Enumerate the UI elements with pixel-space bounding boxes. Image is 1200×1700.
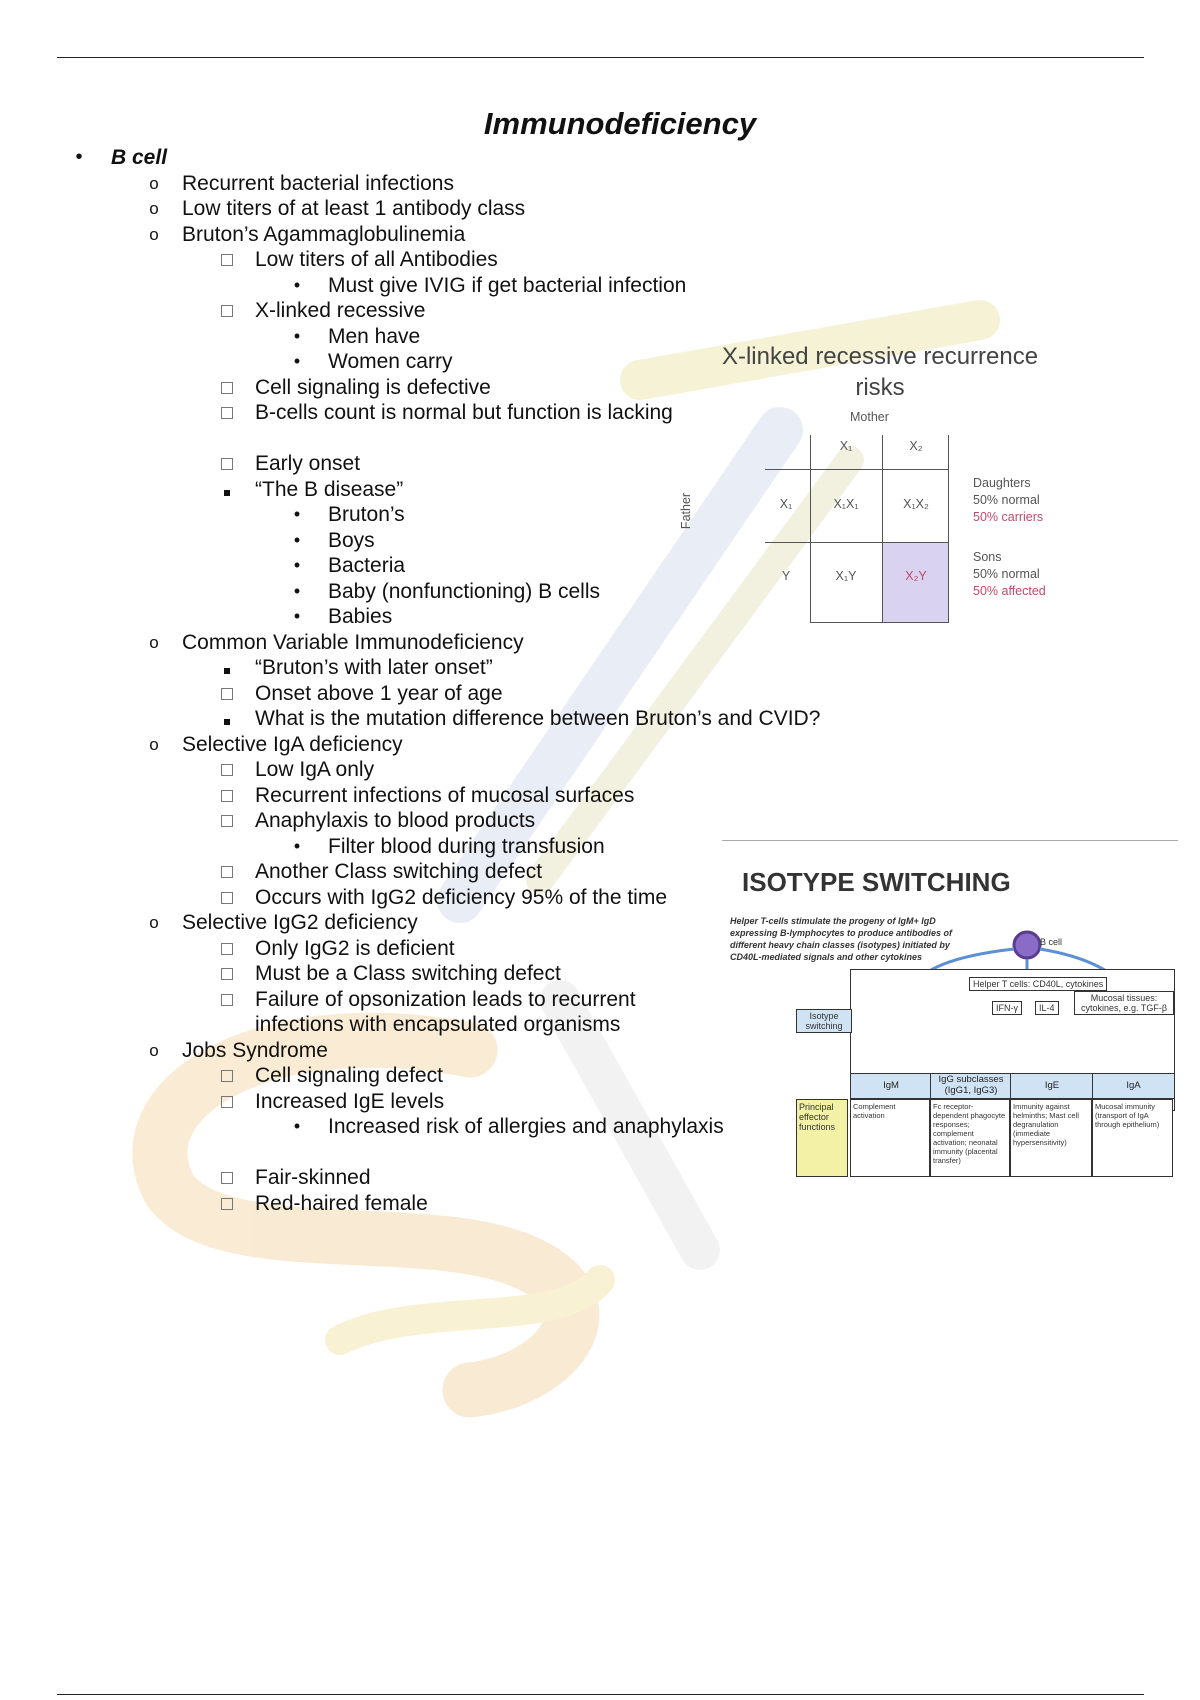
outline-item-text: Filter blood during transfusion (328, 834, 605, 858)
punnett-square-figure (679, 335, 1070, 625)
daughters-normal: 50% normal (973, 493, 1040, 507)
outline-item-text: Selective IgG2 deficiency (182, 911, 418, 934)
outline-item-text: Another Class switching defect (255, 860, 543, 883)
dot-bullet-icon: • (293, 835, 301, 856)
circle-bullet-icon: o (149, 199, 159, 218)
outline-item (0, 706, 860, 732)
outline-item-text: Early onset (255, 452, 361, 475)
page-title: Immunodeficiency (483, 106, 757, 141)
col-header-x2: X₂ (909, 439, 923, 453)
square-bullet-icon (218, 706, 236, 732)
outline-item (0, 171, 860, 197)
outline-item-text: Bruton’s Agammaglobulinemia (182, 222, 466, 246)
effector-igm: Complement activation (850, 1099, 930, 1177)
checkbox-bullet-icon (218, 451, 236, 477)
dot-bullet-icon: • (293, 529, 301, 550)
mother-label: Mother (850, 410, 889, 424)
effector-ige: Immunity against helminths; Mast cell degranulation (immediate hypersensitivity) (1010, 1099, 1092, 1177)
cell-x2y: X₂Y (905, 569, 927, 583)
checkbox-bullet-icon (218, 859, 236, 885)
outline-item (0, 732, 860, 758)
punnett-title: X-linked recessive recurrence risks (721, 343, 1039, 401)
checkbox-bullet-icon (218, 375, 236, 401)
outline-item (0, 630, 860, 656)
isotype-description: Helper T-cells stimulate the progeny of IgM+ IgD expressing B-lymphocytes to produce antibodies of different heavy chain classes (isotypes) initiated by CD40L-mediated signals and other cytokines (730, 916, 953, 962)
outline-item-text: Men have (328, 324, 421, 348)
helper-t-cells-label: Helper T cells: CD40L, cytokines (969, 977, 1107, 991)
outline-item-text: Baby (nonfunctioning) B cells (328, 579, 600, 603)
outline-item-text: Jobs Syndrome (182, 1038, 328, 1062)
outline-item (0, 783, 860, 809)
outline-item (0, 247, 860, 273)
outline-item-text: Must give IVIG if get bacterial infection (328, 273, 687, 297)
col-header-x1: X₁ (839, 439, 853, 453)
outline-item-text: Recurrent bacterial infections (182, 171, 454, 195)
effector-iga: Mucosal immunity (transport of IgA through epithelium) (1092, 1099, 1173, 1177)
class-igm: IgM (850, 1073, 932, 1099)
outline-item (0, 681, 860, 707)
outline-item-text: Increased IgE levels (255, 1089, 445, 1113)
circle-bullet-icon: o (149, 913, 159, 932)
checkbox-bullet-icon (218, 1191, 236, 1217)
ifn-gamma-label: IFN-γ (992, 1001, 1022, 1015)
class-ige: IgE (1010, 1073, 1094, 1099)
outline-item-text: Recurrent infections of mucosal surfaces (255, 783, 635, 807)
outline-item-text: Fair-skinned (255, 1166, 371, 1189)
outline-item-text: Women carry (328, 350, 453, 373)
outline-item-text: B cell (111, 146, 168, 169)
outline-item-text: Babies (328, 605, 393, 628)
dot-bullet-icon: • (293, 580, 301, 601)
checkbox-bullet-icon (218, 961, 236, 987)
cell-x1x1: X₁X₁ (833, 497, 859, 511)
b-cell-label: B cell (1040, 937, 1063, 947)
footer-rule (57, 1694, 1144, 1695)
outline-item (0, 222, 860, 248)
outline-item-text: B-cells count is normal but function is lacking (255, 401, 673, 424)
checkbox-bullet-icon (218, 400, 236, 426)
dot-bullet-icon: • (293, 274, 301, 295)
outline-item (0, 298, 860, 324)
daughters-carriers: 50% carriers (973, 510, 1044, 524)
outline-item (0, 273, 860, 299)
outline-item (0, 655, 860, 681)
checkbox-bullet-icon (218, 1063, 236, 1089)
outline-item-text: Anaphylaxis to blood products (255, 809, 536, 832)
outline-item (0, 145, 860, 171)
outline-item-text: Low IgA only (255, 758, 375, 781)
dot-bullet-icon: • (293, 606, 301, 626)
outline-item-text: Bacteria (328, 554, 406, 577)
outline-item-text: Only IgG2 is deficient (255, 936, 455, 960)
class-igg: IgG subclasses (IgG1, IgG3) (930, 1073, 1012, 1099)
checkbox-bullet-icon (218, 247, 236, 273)
father-label: Father (679, 492, 694, 530)
dot-bullet-icon: • (293, 1116, 301, 1136)
square-bullet-icon (218, 655, 236, 681)
dot-bullet-icon: • (293, 351, 301, 371)
il4-label: IL-4 (1035, 1001, 1059, 1015)
outline-item-text: Cell signaling is defective (255, 375, 491, 399)
outline-item-text: “Bruton’s with later onset” (255, 656, 493, 679)
dot-bullet-icon: • (293, 504, 301, 524)
isotype-title: ISOTYPE SWITCHING (742, 867, 1011, 897)
outline-item-text: Low titers of at least 1 antibody class (182, 197, 526, 220)
checkbox-bullet-icon (218, 936, 236, 962)
outline-item-text: Selective IgA deficiency (182, 732, 403, 756)
row-header-x1: X₁ (779, 497, 793, 511)
effector-igg: Fc receptor-dependent phagocyte responses; complement activation; neonatal immunity (placental transfer) (930, 1099, 1010, 1177)
sons-normal: 50% normal (973, 567, 1040, 581)
circle-bullet-icon: o (149, 173, 159, 193)
outline-item-text: Onset above 1 year of age (255, 681, 503, 705)
outline-item-text: Cell signaling defect (255, 1064, 443, 1087)
outline-item-text: Boys (328, 528, 375, 552)
outline-item-text: Increased risk of allergies and anaphylaxis (328, 1115, 724, 1138)
effector-label: Principal effector functions (796, 1099, 848, 1177)
isotype-switching-figure (722, 840, 1178, 1189)
daughters-label: Daughters (973, 476, 1031, 490)
dot-bullet-icon: • (75, 146, 83, 168)
outline-item-text: What is the mutation difference between Bruton’s and CVID? (255, 707, 821, 730)
isotype-switching-label: Isotype switching (796, 1009, 852, 1033)
checkbox-bullet-icon (218, 1165, 236, 1191)
square-bullet-icon (218, 477, 236, 503)
grid-line (948, 435, 949, 622)
grid-line (810, 435, 811, 622)
class-iga: IgA (1092, 1073, 1175, 1099)
outline-item-text: Occurs with IgG2 deficiency 95% of the time (255, 885, 668, 909)
outline-item (0, 808, 860, 834)
outline-item-text: Red-haired female (255, 1191, 428, 1215)
outline-item-text: X-linked recessive (255, 299, 426, 322)
circle-bullet-icon: o (149, 1040, 159, 1060)
outline-item-text: Failure of opsonization leads to recurrent infections with encapsulated organisms (255, 987, 636, 1036)
checkbox-bullet-icon (218, 808, 236, 834)
cell-x1y: X₁Y (835, 569, 857, 583)
outline-item-text: Common Variable Immunodeficiency (182, 630, 524, 654)
checkbox-bullet-icon (218, 298, 236, 324)
checkbox-bullet-icon (218, 783, 236, 809)
checkbox-bullet-icon (218, 885, 236, 911)
outline-item-text: Must be a Class switching defect (255, 962, 561, 985)
outline-item-text: Bruton’s (328, 503, 405, 526)
circle-bullet-icon: o (149, 632, 159, 652)
grid-line (765, 469, 949, 470)
header-rule (57, 57, 1144, 58)
dot-bullet-icon: • (293, 555, 301, 575)
sons-affected: 50% affected (973, 584, 1046, 598)
outline-item (0, 196, 860, 222)
grid-line (810, 622, 949, 623)
sons-label: Sons (973, 550, 1002, 564)
checkbox-bullet-icon (218, 681, 236, 707)
dot-bullet-icon: • (293, 325, 301, 346)
row-header-y: Y (781, 569, 791, 583)
cell-x1x2: X₁X₂ (903, 497, 929, 511)
outline-item (0, 757, 860, 783)
outline-item-text: Low titers of all Antibodies (255, 248, 498, 271)
checkbox-bullet-icon (218, 757, 236, 783)
checkbox-bullet-icon (218, 1089, 236, 1115)
checkbox-bullet-icon (218, 987, 236, 1013)
outline-item-text: “The B disease” (255, 477, 404, 501)
circle-bullet-icon: o (149, 224, 159, 244)
outline-item (0, 1191, 860, 1217)
circle-bullet-icon: o (149, 734, 159, 754)
mucosal-label: Mucosal tissues: cytokines, e.g. TGF-β (1074, 991, 1174, 1015)
